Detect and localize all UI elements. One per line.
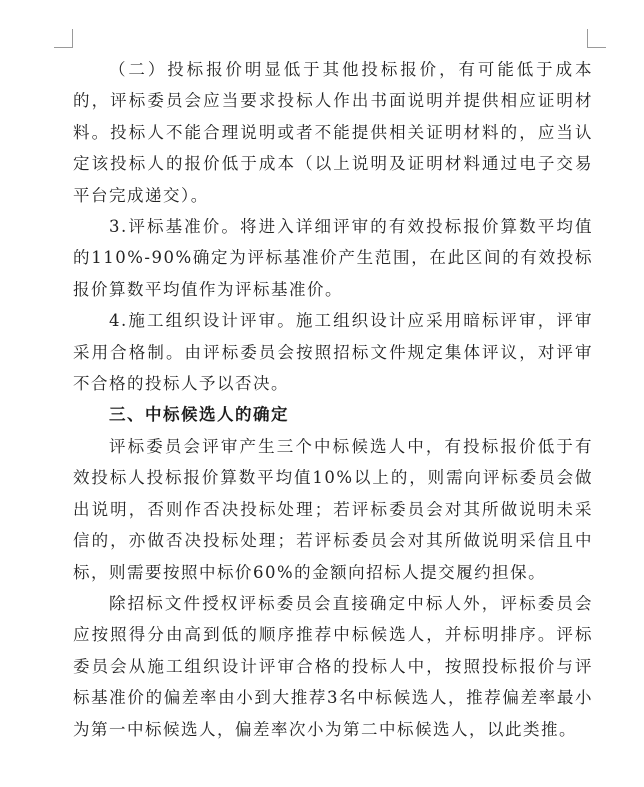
crop-mark-top-right: [587, 29, 606, 48]
section-heading-candidate-determination: 三、中标候选人的确定: [109, 405, 289, 425]
paragraph-candidate-low-bid-rule: 评标委员会评审产生三个中标候选人中，有投标报价低于有效投标人投标报价算数平均值10%以上的，则需向评标委员会做出说明，否则作否决投标处理；若评标委员会对其所做说明未采信的，亦做否决投标处理；若评标委员会对其所做说明采信且中标，则需要按照中标价60%的金额向招标人提交履约担保。: [73, 436, 593, 582]
paragraph-construction-design-review: 4.施工组织设计评审。施工组织设计应采用暗标评审，评审采用合格制。由评标委员会按照招标文件规定集体评议，对评审不合格的投标人予以否决。: [73, 311, 593, 394]
paragraph-low-bid-explanation: （二）投标报价明显低于其他投标报价，有可能低于成本的，评标委员会应当要求投标人作出书面说明并提供相应证明材料。投标人不能合理说明或者不能提供相关证明材料的，应当认定该投标人的报价低于成本（以上说明及证明材料通过电子交易平台完成递交）。: [73, 60, 593, 205]
crop-mark-top-left: [54, 29, 73, 48]
paragraph-benchmark-price: 3.评标基准价。将进入详细评审的有效投标报价算数平均值的110%-90%确定为评标基准价产生范围，在此区间的有效投标报价算数平均值作为评标基准价。: [73, 217, 593, 299]
paragraph-candidate-ranking: 除招标文件授权评标委员会直接确定中标人外，评标委员会应按照得分由高到低的顺序推荐中标候选人，并标明排序。评标委员会从施工组织设计评审合格的投标人中，按照投标报价与评标基准价的偏差率由小到大推荐3名中标候选人，推荐偏差率最小为第一中标候选人，偏差率次小为第二中标候选人，以此类推。: [73, 593, 593, 739]
document-body: [73, 54, 593, 745]
